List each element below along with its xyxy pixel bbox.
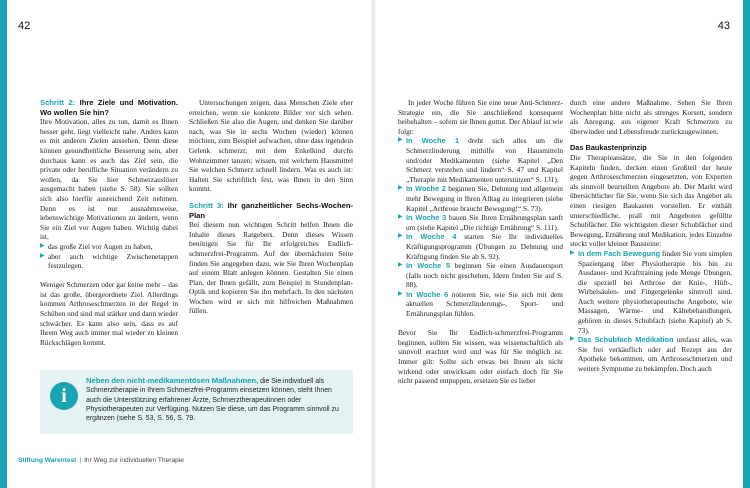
triangle-bullet-icon: ▶ xyxy=(398,137,403,144)
bullet-text: aber auch wichtige Zwischenetappen festzulegen. xyxy=(48,251,178,271)
triangle-bullet-icon: ▶ xyxy=(570,336,575,343)
bullet-item xyxy=(40,242,178,252)
page-number-right: 43 xyxy=(717,20,730,32)
plan-paragraph: Bei diesem nun wichtigen Schritt helfen Ihnen die Inhalte dieses Ratgebers. Denn dieses Wissen benötigen Sie für Ihr erfolgreiches Endlich-schmerzfrei-Programm. Auf der übernächsten Seite finden Sie angegeben dazu, wie Sie Ihren Wochenplan auf einem Blatt anlegen können. Gestalten Sie einen Plan, der Ihnen gefällt, zum Beispiel in Stundenplan-Optik und kopieren Sie ihn mehrfach. In den nächsten Wochen wird er sich mit hilfreichen Maßnahmen füllen. xyxy=(189,220,353,316)
triangle-bullet-icon: ▶ xyxy=(398,290,403,297)
weekly-intro: In jeder Woche führen Sie eine neue Anti-Schmerz-Strategie ein, die Sie anschließend konsequent beibehalten – sofern sie Ihnen guttut. Der Ablauf ist wie folgt: xyxy=(398,98,563,136)
week-label: In Woche 2 xyxy=(406,184,446,194)
week-item xyxy=(398,290,563,319)
week-item xyxy=(398,184,563,213)
toolbox-item xyxy=(570,249,732,335)
right-page xyxy=(375,0,750,488)
info-icon: i xyxy=(50,382,78,410)
week-item xyxy=(398,136,563,184)
week-label: In Woche 6 xyxy=(406,289,449,299)
baukasten-heading: Das Baukastenprinzip xyxy=(570,143,647,153)
week-text: dreht sich alles um die Schmerzlinderung mithilfe von Hausmitteln und/oder Medikamenten (siehe Kapitel „Den Schmerz verstehen und lindern“ S. 47 und Kapitel „Therapie mit Medikamenten unterstützen“ S. 131). xyxy=(406,136,563,184)
footer-brand: Stiftung Warentest xyxy=(18,457,77,464)
step-2-title: Ihre Ziele und Motivation. Wo wollen Sie hin? xyxy=(40,98,178,117)
week-text: bauen Sie Ihren Ernährungsplan sanft um (siehe Kapitel „Die richtige Ernährung“ S. 111). xyxy=(406,213,563,232)
left-column-1 xyxy=(40,98,178,347)
week-item xyxy=(398,232,563,261)
week-item xyxy=(398,261,563,290)
week-label: In Woche 5 xyxy=(406,261,451,271)
week-label: In Woche 3 xyxy=(406,213,447,223)
footer-title: Ihr Weg zur individuellen Therapie xyxy=(84,457,184,464)
step-2-label: Schritt 2: xyxy=(40,98,76,107)
page-footer xyxy=(18,457,184,464)
toolbox-label: Das Schubfach Medikation xyxy=(578,335,674,345)
info-box-body: die Sie individuell als Schmerztherapie in Ihrem Schmerzfrei-Programm einsetzen können, steht Ihnen auch die Unterstützung erfahrener Ärzte, Schmerztherapeutinnen oder Physiotherapeuten zur Verfügung. Nutzen Sie diese, um das Programm sinnvoll zu ergänzen (siehe S. 53, S. 56, S. 79. xyxy=(86,378,339,423)
week-item xyxy=(398,213,563,232)
step-2-heading xyxy=(40,98,178,117)
toolbox-label: In dem Fach Bewegung xyxy=(578,248,661,258)
triangle-bullet-icon: ▶ xyxy=(570,249,575,256)
step-3-heading xyxy=(189,201,353,220)
bullet-text: das große Ziel vor Augen zu haben, xyxy=(48,241,153,251)
chapter-tab-right xyxy=(743,0,750,488)
triangle-bullet-icon: ▶ xyxy=(40,252,45,259)
week-label: In Woche 1 xyxy=(406,136,460,146)
continuation-paragraph: durch eine andere Maßnahme. Sehen Sie Ihren Wochenplan bitte nicht als strenges Korsett, sondern als Anregung, aus eigener Kraft Schmerzen zu überwinden und Lebensfreude zurückzugewinnen. xyxy=(570,98,732,136)
triangle-bullet-icon: ▶ xyxy=(398,214,403,221)
week-label: In Woche 4 xyxy=(406,232,457,242)
week-text: notieren Sie, wie Sie sich mit dem aktuellen Schmerzlinderungs-, Sport- und Ernährungsplan fühlen. xyxy=(406,289,563,319)
bullet-item xyxy=(40,252,178,271)
right-column-1 xyxy=(398,98,563,386)
step-3-label: Schritt 3: xyxy=(189,200,224,210)
toolbox-text: finden Sie vom simplen Spaziergang über Physiotherapie bis hin zu Ausdauer- und Krafttraining jede Menge Übungen, die speziell bei Arthrose der Knie-, Hüft-, Wirbelsäulen- und Fingergelenke sinnvoll sind. Auch weitere physiotherapeutische Angebote, wie Massagen, Wärme- und Kältebehandlungen, gehören in dieses Schubfach (siehe Kapitel) ab S. 73). xyxy=(578,248,733,335)
triangle-bullet-icon: ▶ xyxy=(398,262,403,269)
left-column-2 xyxy=(189,98,353,316)
program-outro: Bevor Sie Ihr Endlich-schmerzfrei-Programm beginnen, sollten Sie wissen, was wissenschaftlich als sinnvoll erachtet wird und was für Sie möglich ist. Immer gilt: Sollte sich etwas bei Ihnen als nicht wirkend oder unwirksam oder einfach doch für Sie nicht passend entpuppen, ersetzen Sie es lieber xyxy=(398,328,563,386)
triangle-bullet-icon: ▶ xyxy=(398,233,403,240)
right-column-2 xyxy=(570,98,732,374)
footer-separator: | xyxy=(79,457,82,464)
week-text: starten Sie Ihr individuelles Kräftigungsprogramm (Übungen zu Dehnung und Kräftigung finden Sie ab S. 92). xyxy=(406,232,563,261)
step-3-title: Ihr ganzheitlicher Sechs-Wochen-Plan xyxy=(189,200,353,220)
chapter-tab-left xyxy=(0,0,7,488)
step-2-paragraph: Ihre Motivation, alles zu tun, damit es Ihnen besser geht, liegt vielleicht nahe. Anders kann es mit anderen Zielen aussehen. Denn diese können gesundheitliche Besserung sein, aber durchaus kann es auch das Ziel sein, die private oder berufliche Situation verändern zu wollen, da Sie hier Schmerzauslöser ausgemacht haben (siehe S. 58). Sie sollten sich also hierfür ausreichend Zeit nehmen. Denn es ist nur ausnahmsweise, lebenswichtige Motivationen zu ändern, wenn Sie ein Ziel vor Augen haben. Wichtig dabei ist, xyxy=(40,117,178,242)
goal-paragraph: Weniger Schmerzen oder gar keine mehr – das ist das große, übergeordnete Ziel. Allerdings kommen Arthroseschmerzen in der Regel in Schüben und sind mal stärker und dann wieder schwächer. Es kann also sein, dass es auf Ihrem Weg auch immer mal wieder zu kleinen Rückschlägen kommt. xyxy=(40,280,178,347)
toolbox-text: umfasst alles, was Sie frei verkäuflich oder auf Rezept aus der Apotheke bekommen, um Arthroseschmerzen und weitere Symptome zu bekämpfen. Doch auch xyxy=(578,335,732,374)
page-number-left: 42 xyxy=(18,20,31,32)
triangle-bullet-icon: ▶ xyxy=(398,185,403,192)
week-text: beginnen Sie einen Ausdauersport (falls noch nicht geschehen, Ideen finden Sie auf S. 88). xyxy=(406,261,563,290)
info-box xyxy=(40,370,353,434)
triangle-bullet-icon: ▶ xyxy=(40,242,45,249)
info-box-lead: Neben den nicht-medikamentösen Maßnahmen, xyxy=(86,376,259,385)
baukasten-paragraph: Die Therapieansätze, die Sie in den folgenden Kapiteln finden, decken einen Großteil der heute gegen Arthroseschmerzen eingesetzten, von Experten als sinnvoll beurteilten Angebote ab. Der Markt wird übersichtlicher für Sie, wenn Sie sich das Angebot als einen riesigen Baukasten vorstellen. Er enthält unterschiedliche, prall mit Angeboten gefüllte Schubfächer. Die wichtigsten dieser Schubfächer sind Bewegung, Ernährung und Medikation, jedes Einzelne steckt voller kleiner Bausteine: xyxy=(570,152,732,249)
visualize-paragraph: Untersuchungen zeigen, dass Menschen Ziele eher erreichen, wenn sie konkrete Bilder vor sich sehen. Schließen Sie also die Augen, und denken Sie darüber nach, was Sie in sechs Wochen (wieder) können möchten, zum Beispiel aufwachen, ohne dass irgendein Gelenk schmerzt; mit dem Enkelkind durchs Wohnzimmer tanzen; wissen, mit welchem Hausmittel Sie welchen Schmerz schnell lindern. Was es auch ist: Halten Sie schriftlich fest, was Ihnen in den Sinn kommt. xyxy=(189,98,353,194)
week-text: beginnen Sie, Dehnung und allgemein mehr Bewegung in Ihren Alltag zu integrieren (siehe Kapitel „Arthrose braucht Bewegung!“ S. 73). xyxy=(406,184,563,213)
toolbox-item xyxy=(570,335,732,373)
